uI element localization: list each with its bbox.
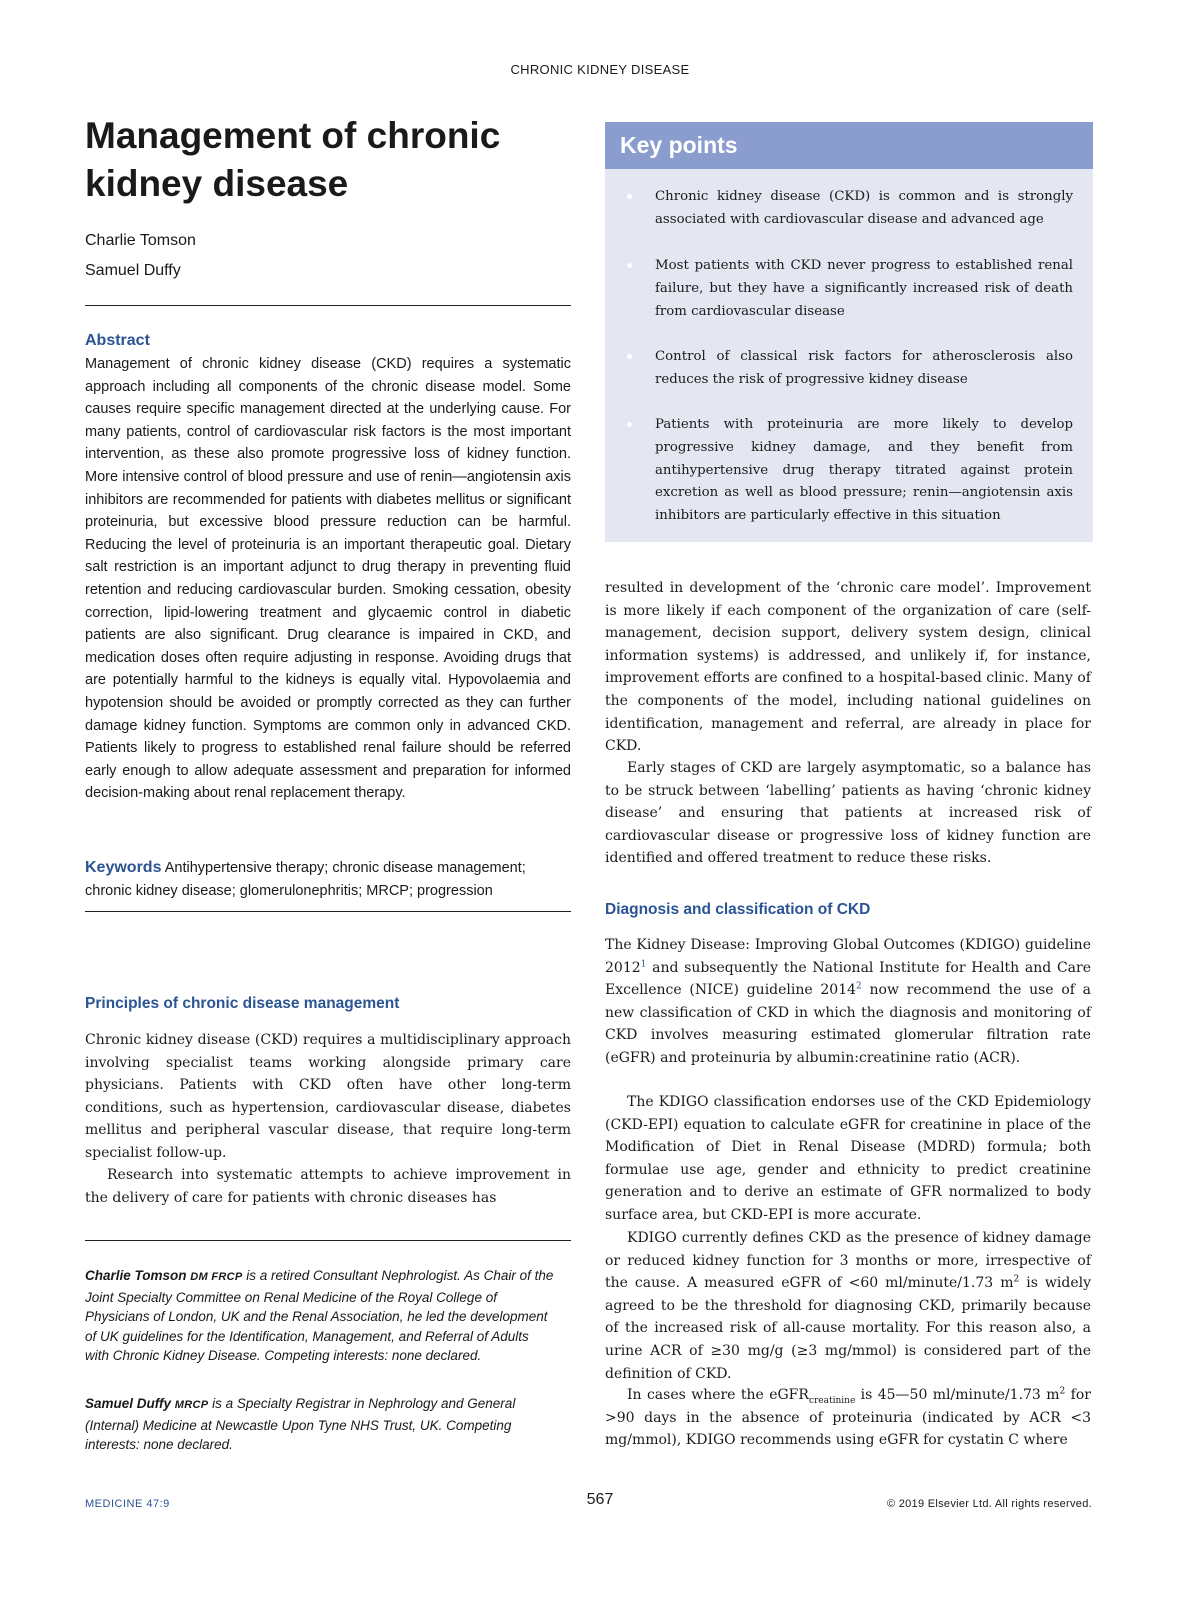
bullet-icon bbox=[627, 263, 632, 268]
body-paragraph bbox=[605, 1227, 1091, 1385]
running-head: CHRONIC KIDNEY DISEASE bbox=[510, 62, 690, 77]
subscript: creatinine bbox=[808, 1395, 856, 1406]
section-heading-principles: Principles of chronic disease management bbox=[85, 995, 400, 1012]
text-run: is 45—50 ml/minute/1.73 m bbox=[855, 1387, 1060, 1403]
text-run: The Kidney Disease: Improving Global Outcomes (KDIGO) guideline 2012 bbox=[605, 937, 1091, 976]
journal-citation: MEDICINE 47:9 bbox=[85, 1498, 170, 1510]
key-point-text: Patients with proteinuria are more likely to develop progressive kidney damage, and they benefit from antihypertensive drug therapy titrated against protein excretion as well as blood pressure; renin—angiotensin axis inhibitors are particularly effective in this situation bbox=[655, 417, 1073, 524]
text-run: and subsequently the National Institute for Health and Care Excellence (NICE) guideline 2014 bbox=[605, 959, 1091, 999]
section-heading-diagnosis: Diagnosis and classification of CKD bbox=[605, 901, 871, 918]
body-paragraph: Research into systematic attempts to achieve improvement in the delivery of care for patients with chronic diseases has bbox=[85, 1167, 571, 1206]
body-paragraph: Early stages of CKD are largely asymptomatic, so a balance has to be struck between ‘labelling’ patients as having ‘chronic kidney disease’ and ensuring that patients at increased risk of cardiovascular disease or progressive loss of kidney function are identified and offered treatment to reduce these risks. bbox=[605, 760, 1091, 867]
keywords-label: Keywords bbox=[85, 859, 162, 876]
bullet-icon bbox=[627, 422, 632, 427]
keywords bbox=[85, 857, 571, 902]
bio-credentials: MRCP bbox=[174, 1399, 209, 1411]
abstract-heading: Abstract bbox=[85, 332, 150, 349]
key-point-text: Chronic kidney disease (CKD) is common and is strongly associated with cardiovascular disease and advanced age bbox=[655, 189, 1073, 227]
superscript: 2 bbox=[1059, 1386, 1066, 1397]
reference-link[interactable]: 1 bbox=[640, 958, 647, 969]
text-run: now recommend the use of a new classification of CKD in which the diagnosis and monitoring of CKD involves measuring estimated glomerular filtration rate (eGFR) and proteinuria by albumin:creatinine ratio (ACR). bbox=[605, 982, 1092, 1066]
key-points-heading: Key points bbox=[605, 122, 1093, 169]
page-number: 567 bbox=[586, 1491, 614, 1508]
text-run: for >90 days in the absence of proteinuria (indicated by ACR <3 mg/mmol), KDIGO recommends using eGFR for cystatin C where bbox=[605, 1387, 1091, 1449]
divider bbox=[85, 305, 571, 306]
text-run: KDIGO currently defines CKD as the presence of kidney damage or reduced kidney function for 3 months or more, irrespective of the cause. A measured eGFR of <60 ml/minute/1.73 m bbox=[605, 1230, 1091, 1292]
bullet-icon bbox=[627, 354, 632, 359]
bio-text: is a retired Consultant Nephrologist. As Chair of the Joint Specialty Committee on Renal Medicine of the Royal College of Physicians of London, UK and the Renal Association, he led the development of UK guidelines for the Identification, Management, and Referral of Adults with Chronic Kidney Disease. Competing interests: none declared. bbox=[85, 1268, 554, 1364]
key-points-box bbox=[605, 122, 1093, 542]
body-paragraph: resulted in development of the ‘chronic care model’. Improvement is more likely if each component of the organization of care (self-management, decision support, delivery system design, clinical information systems) is addressed, and unlikely if, for instance, improvement efforts are confined to a hospital-based clinic. Many of the components of the model, including national guidelines on identification, management and referral, are already in place for CKD. bbox=[605, 580, 1091, 755]
copyright: © 2019 Elsevier Ltd. All rights reserved. bbox=[886, 1498, 1092, 1510]
text-run: is widely agreed to be the threshold for diagnosing CKD, primarily because of the increased risk of all-cause mortality. For this reason also, a urine ACR of ≥30 mg/g (≥3 mg/mmol) is considered part of the definition of CKD. bbox=[605, 1275, 1091, 1382]
body-paragraph: The KDIGO classification endorses use of the CKD Epidemiology (CKD-EPI) equation to calculate eGFR for creatinine in place of the Modification of Diet in Renal Disease (MDRD) formula; both formulae use age, gender and ethnicity to predict creatinine generation and to derive an estimate of GFR normalized to body surface area, but CKD-EPI is more accurate. bbox=[605, 1094, 1091, 1223]
body-paragraph bbox=[605, 934, 1091, 1070]
body-paragraph bbox=[605, 1384, 1091, 1452]
bio-name: Charlie Tomson bbox=[85, 1268, 187, 1283]
divider bbox=[85, 1240, 571, 1241]
keywords-text: Antihypertensive therapy; chronic disease management; chronic kidney disease; glomerulonephritis; MRCP; progression bbox=[85, 860, 526, 899]
author-name: Charlie Tomson bbox=[85, 232, 196, 249]
key-point-text: Most patients with CKD never progress to established renal failure, but they have a significantly increased risk of death from cardiovascular disease bbox=[655, 258, 1073, 319]
text-run: In cases where the eGFR bbox=[627, 1387, 809, 1403]
bio-credentials: DM FRCP bbox=[190, 1271, 243, 1283]
bio-name: Samuel Duffy bbox=[85, 1396, 172, 1411]
divider bbox=[85, 911, 571, 912]
reference-link[interactable]: 2 bbox=[856, 981, 862, 992]
body-paragraph: Chronic kidney disease (CKD) requires a multidisciplinary approach involving specialist teams working alongside primary care physicians. Patients with CKD often have other long-term conditions, such as hypertension, cardiovascular disease, diabetes mellitus and peripheral vascular disease, that require long-term specialist follow-up. bbox=[85, 1032, 571, 1161]
author-bio bbox=[85, 1394, 555, 1455]
key-point-text: Control of classical risk factors for atherosclerosis also reduces the risk of progressive kidney disease bbox=[655, 349, 1073, 387]
author-bio bbox=[85, 1266, 555, 1366]
bullet-icon bbox=[627, 194, 632, 199]
superscript: 2 bbox=[1013, 1274, 1020, 1285]
bio-text: is a Specialty Registrar in Nephrology and General (Internal) Medicine at Newcastle Upon Tyne NHS Trust, UK. Competing interests: none declared. bbox=[85, 1396, 516, 1453]
author-name: Samuel Duffy bbox=[85, 262, 181, 279]
abstract-text: Management of chronic kidney disease (CKD) requires a systematic approach including all components of the chronic disease model. Some causes require specific management directed at the underlying cause. For many patients, control of cardiovascular risk factors is the most important intervention, as these also promote progressive loss of kidney function. More intensive control of blood pressure and use of renin—angiotensin axis inhibitors are recommended for patients with diabetes mellitus or significant proteinuria, but excessive blood pressure reduction can be harmful. Reducing the level of proteinuria is an important therapeutic goal. Dietary salt restriction is an important adjunct to drug therapy in preventing fluid retention and reducing cardiovascular burden. Smoking cessation, obesity correction, lipid-lowering treatment and glycaemic control in diabetic patients are also significant. Drug clearance is impaired in CKD, and medication doses often require adjusting in response. Avoiding drugs that are potentially harmful to the kidneys is equally vital. Hypovolaemia and hypotension should be avoided or promptly corrected as they can further damage kidney function. Symptoms are common only in advanced CKD. Patients likely to progress to established renal failure should be referred early enough to allow adequate assessment and preparation for informed decision-making about renal replacement therapy. bbox=[85, 356, 571, 802]
article-title: Management of chronic kidney disease bbox=[85, 115, 501, 204]
